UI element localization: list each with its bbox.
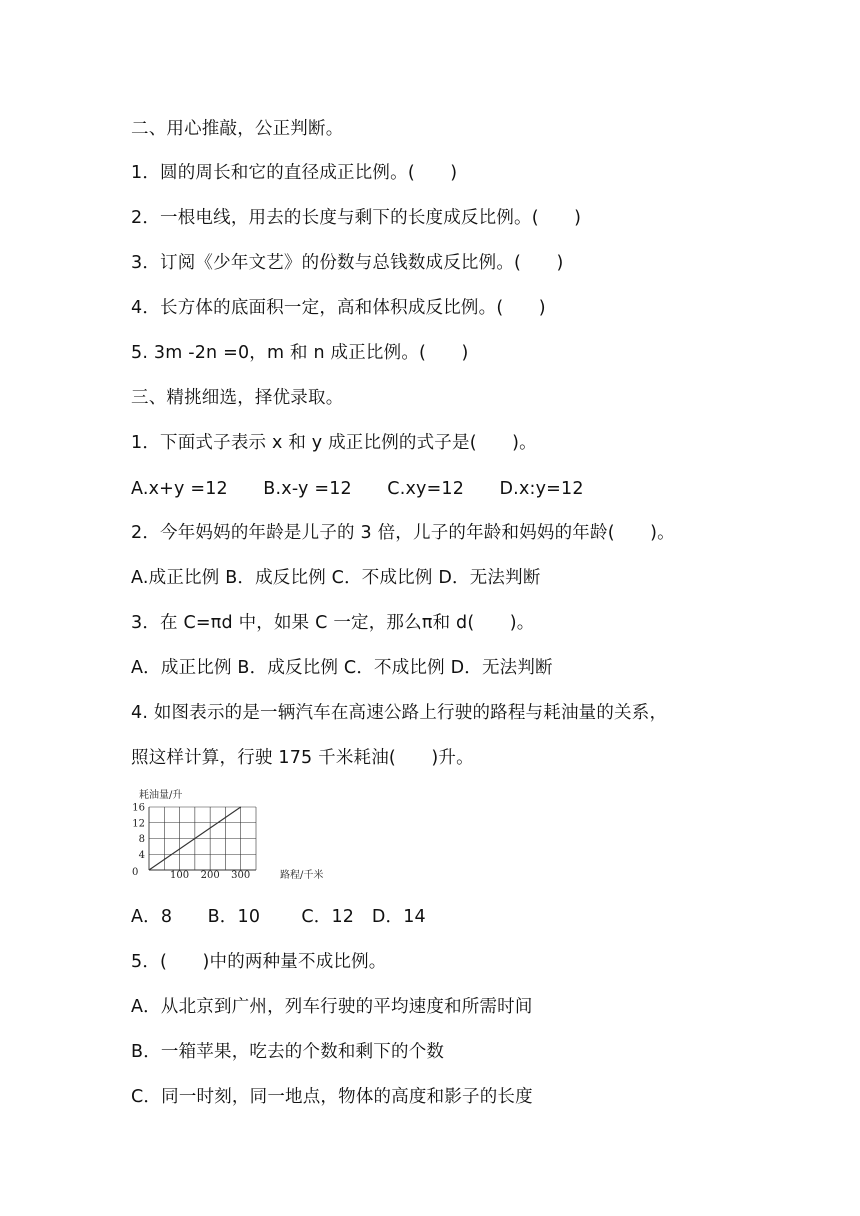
- choice-q2: 2．今年妈妈的年龄是儿子的 3 倍，儿子的年龄和妈妈的年龄( )。: [131, 523, 675, 543]
- choice-q4-line1: 4. 如图表示的是一辆汽车在高速公路上行驶的路程与耗油量的关系，: [131, 703, 668, 723]
- choice-q2-options: A.成正比例 B．成反比例 C．不成比例 D．无法判断: [131, 568, 541, 588]
- x-tick-label: 300: [231, 870, 251, 881]
- y-tick-label: 8: [138, 834, 145, 845]
- choice-q4-options: A．8 B．10 C．12 D．14: [131, 907, 426, 927]
- section-heading-2: 二、用心推敲，公正判断。: [131, 119, 344, 139]
- y-tick-label: 12: [132, 818, 145, 830]
- chart-ylabel: 耗油量/升: [139, 790, 183, 801]
- choice-q4-line2: 照这样计算，行驶 175 千米耗油( )升。: [131, 748, 474, 768]
- judge-item-1: 1．圆的周长和它的直径成正比例。( ): [131, 163, 458, 183]
- choice-q1-options: A.x+y =12 B.x-y =12 C.xy=12 D.x:y=12: [131, 479, 584, 499]
- judge-item-3: 3．订阅《少年文艺》的份数与总钱数成反比例。( ): [131, 253, 564, 273]
- judge-item-2: 2．一根电线，用去的长度与剩下的长度成反比例。( ): [131, 208, 582, 228]
- choice-q5-option-c: C．同一时刻，同一地点，物体的高度和影子的长度: [131, 1087, 533, 1107]
- choice-q5: 5．( )中的两种量不成比例。: [131, 952, 387, 972]
- x-tick-label: 100: [170, 870, 190, 881]
- choice-q1: 1．下面式子表示 x 和 y 成正比例的式子是( )。: [131, 433, 537, 453]
- chart-xlabel: 路程/千米: [280, 870, 324, 881]
- choice-q3-options: A．成正比例 B．成反比例 C．不成比例 D．无法判断: [131, 658, 553, 678]
- choice-q5-option-b: B．一箱苹果，吃去的个数和剩下的个数: [131, 1042, 445, 1062]
- chart-grid: [149, 807, 256, 870]
- section-heading-3: 三、精挑细选，择优录取。: [131, 388, 344, 408]
- chart-origin-label: 0: [132, 867, 139, 878]
- choice-q5-option-a: A．从北京到广州，列车行驶的平均速度和所需时间: [131, 997, 533, 1017]
- y-tick-label: 4: [138, 849, 145, 861]
- judge-item-4: 4．长方体的底面积一定，高和体积成反比例。( ): [131, 298, 546, 318]
- fuel-distance-chart: [131, 786, 331, 886]
- x-tick-label: 200: [200, 870, 220, 881]
- y-tick-label: 16: [132, 802, 145, 814]
- choice-q3: 3．在 C=πd 中，如果 C 一定，那么π和 d( )。: [131, 613, 535, 633]
- judge-item-5: 5. 3m -2n =0，m 和 n 成正比例。( ): [131, 343, 469, 363]
